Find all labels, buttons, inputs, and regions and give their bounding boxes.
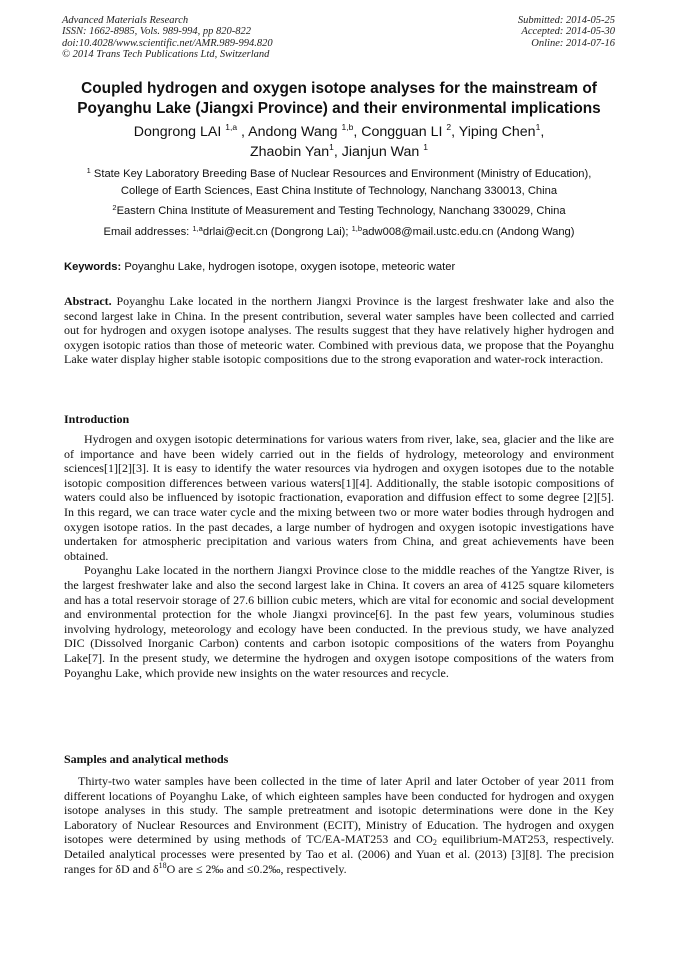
subscript-2: 2 <box>432 838 437 848</box>
samples-text-a: Thirty-two water samples have been collected in the time of later April and later October of year 2011 from different locations of Poyanghu Lake, of which eighteen samples have been conducted for hydrogen and oxygen isotope analyses in this study. The sample pretreatment and isotopic determinations were done in the Key Laboratory of Nuclear Resources and Environment (ECIT), Ministry of Education. The hydrogen and oxygen isotopes were determined by using methods of TC/EA-MAT253 and CO <box>64 774 614 847</box>
affiliation-mark: 2 <box>112 203 117 212</box>
introduction-paragraph-2: Poyanghu Lake located in the northern Jiangxi Province close to the middle reaches of the Yangtze River, is the largest freshwater lake and also the second largest lake in China. It covers an area of 4125 square kilometers and has a total reservoir storage of 27.6 billion cubic meters, which are vital for economic and social development and environmental protection for the whole Jiangxi province[6]. In the past few years, voluminous studies involving hydrology, meteorology and ecology have been conducted. In the previous study, we have analyzed DIC (Dissolved Inorganic Carbon) contents and carbon isotopic compositions of the waters from Poyanghu Lake[7]. In the present study, we determine the hydrogen and oxygen isotope compositions of the waters from Poyanghu Lake, which provide new insights on the water resources and recycle. <box>64 563 614 680</box>
author-name: Andong Wang <box>248 124 338 140</box>
introduction-paragraph-1: Hydrogen and oxygen isotopic determinations for various waters from river, lake, sea, glacier and the like are of importance and have been widely carried out in the fields of hydrology, meteorology and environment sciences[1][2][3]. It is easy to identify the water resources via hydrogen and oxygen isotopes due to the notable isotopic composition differences between various waters[1][4]. Additionally, the stable isotopic compositions of waters could also be influenced by isotopic fractionation, evaporation and diffusion effect to some degree [2][5]. In this regard, we can trace water cycle and the mixing between two or more water bodies through hydrogen and oxygen isotope ratios. In the past decades, a large number of hydrogen and oxygen isotopic investigations have undertaken for atmospheric precipitation and various waters from China, and great achievements have been obtained. <box>64 432 614 563</box>
journal-name: Advanced Materials Research <box>62 15 189 26</box>
title-line-2: Poyanghu Lake (Jiangxi Province) and their environmental implications <box>77 100 601 117</box>
dates-header <box>518 15 615 49</box>
author-name: Dongrong LAI <box>133 124 222 140</box>
introduction-body <box>64 432 614 680</box>
email-mark: 1,a <box>192 224 203 233</box>
affiliation-1-line-2: College of Earth Sciences, East China Institute of Technology, Nanchang 330013, China <box>120 185 558 197</box>
affiliation-2 <box>30 203 648 220</box>
author-affiliation-mark: 1 <box>423 142 428 152</box>
samples-text-b: equilibrium-MAT253, respectively. Detailed analytical processes were presented by Tao et al. (2006) and Yuan et al. (2013) [3][8]. The precision ranges for δD and δ <box>64 832 614 876</box>
samples-body <box>64 774 614 876</box>
author-name: Congguan LI <box>361 124 443 140</box>
journal-header <box>62 15 273 60</box>
introduction-heading: Introduction <box>64 412 130 426</box>
abstract-text: Poyanghu Lake located in the northern Jiangxi Province is the largest freshwater lake and also the second largest lake in China. In the present contribution, several water samples have been collected and carried out for hydrogen and oxygen isotope analyses. The results suggest that they have relatively higher hydrogen and oxygen isotopic ratios than those of meteoric water. Combined with previous data, we propose that the Poyanghu Lake water display higher stable isotopic compositions due to the strong evaporation and water-rock interaction. <box>64 294 615 367</box>
online-date: Online: 2014-07-16 <box>531 37 615 49</box>
doi-line: doi:10.4028/www.scientific.net/AMR.989-994.820 <box>62 37 273 49</box>
paper-title <box>40 79 638 119</box>
author-affiliation-mark: 1 <box>329 142 334 152</box>
author-affiliation-mark: 2 <box>446 122 452 132</box>
keywords-label: Keywords: <box>64 261 122 273</box>
abstract-label: Abstract. <box>64 294 112 308</box>
samples-heading: Samples and analytical methods <box>64 752 229 766</box>
email-mark: 1,b <box>351 224 363 233</box>
issn-line: ISSN: 1662-8985, Vols. 989-994, pp 820-822 <box>62 26 251 38</box>
author-name: Jianjun Wan <box>341 144 420 160</box>
email-link-wang[interactable]: adw008@mail.ustc.edu.cn (Andong Wang) <box>362 226 575 238</box>
samples-text-c: O are ≤ 2‰ and ≤0.2‰, respectively. <box>166 861 347 876</box>
abstract <box>64 294 614 367</box>
superscript-18: 18 <box>158 860 167 870</box>
keywords <box>64 260 624 275</box>
email-link-lai[interactable]: drlai@ecit.cn (Dongrong Lai); <box>202 226 349 238</box>
author-name: Yiping Chen <box>458 124 536 140</box>
email-addresses <box>30 224 648 241</box>
samples-paragraph <box>64 774 614 876</box>
author-affiliation-mark: 1 <box>535 122 541 132</box>
author-name: Zhaobin Yan <box>249 144 330 160</box>
author-affiliation-mark: 1,a <box>225 122 238 132</box>
copyright-line: © 2014 Trans Tech Publications Ltd, Switzerland <box>62 48 270 60</box>
submitted-date: Submitted: 2014-05-25 <box>517 15 615 26</box>
affiliation-mark: 1 <box>86 166 91 175</box>
affiliation-2-text: Eastern China Institute of Measurement and Testing Technology, Nanchang 330029, China <box>116 205 566 217</box>
email-label: Email addresses: <box>103 226 190 238</box>
title-line-1: Coupled hydrogen and oxygen isotope analyses for the mainstream of <box>81 80 597 97</box>
affiliation-1-line-1: State Key Laboratory Breeding Base of Nuclear Resources and Environment (Ministry of Education), <box>93 168 592 180</box>
keywords-text: Poyanghu Lake, hydrogen isotope, oxygen isotope, meteoric water <box>124 261 456 273</box>
accepted-date: Accepted: 2014-05-30 <box>521 26 615 38</box>
author-list: Dongrong LAI $^{1,a}$ , Andong Wang $^{1,b}$, Congguan LI $^2$, Yiping Chen$^1$, Zhaobin Yan$^1$, Jianjun Wan $^1$ <box>133 122 545 160</box>
affiliation-1 <box>30 166 648 200</box>
author-affiliation-mark: 1,b <box>341 122 354 132</box>
